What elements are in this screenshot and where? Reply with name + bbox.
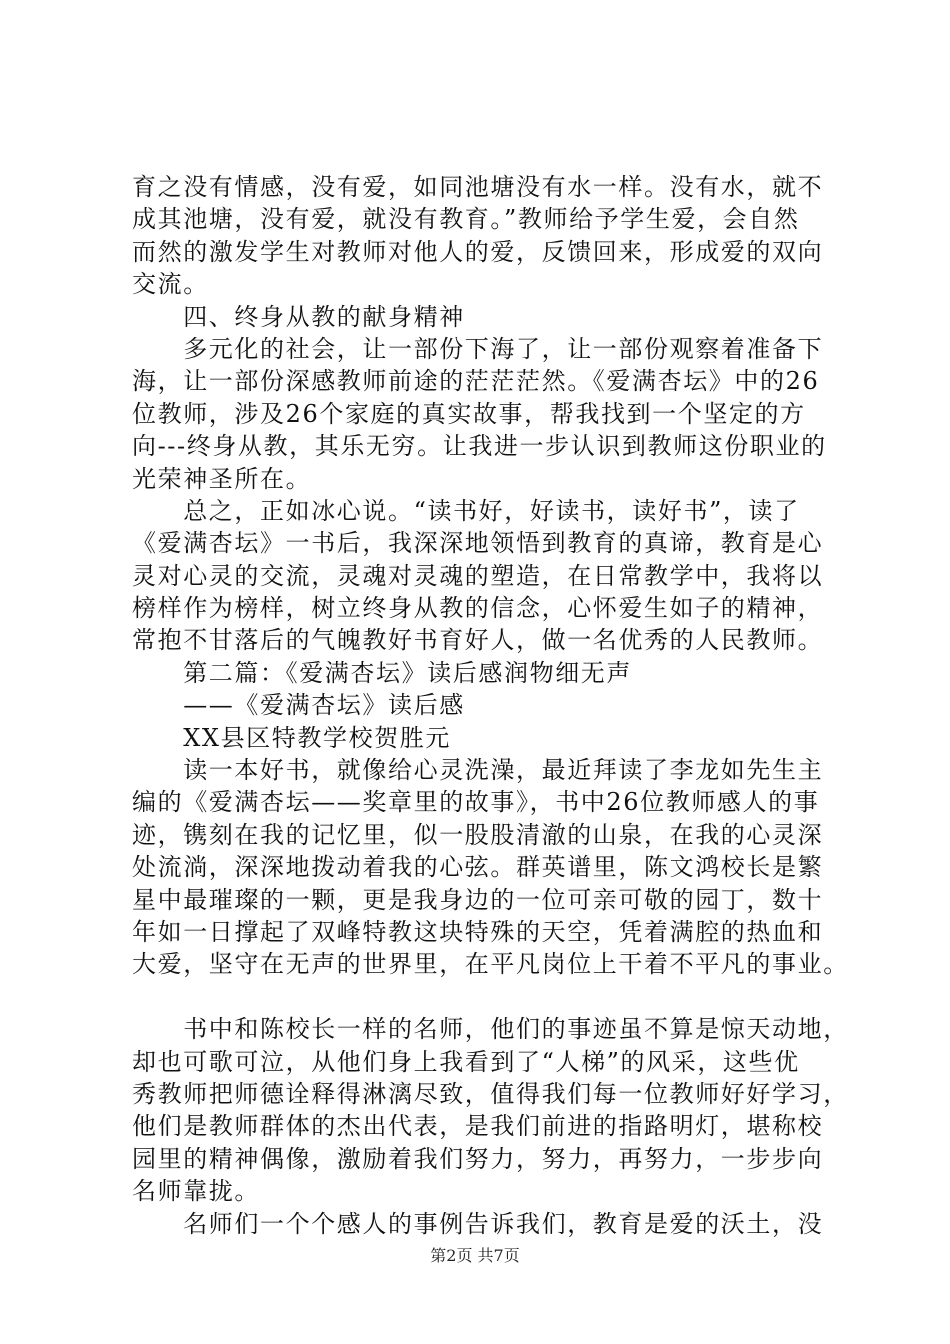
text-line: 海，让一部份深感教师前途的茫茫茫然。《爱满杏坛》中的26 <box>132 367 820 396</box>
text-line: 处流淌，深深地拨动着我的心弦。群英谱里，陈文鸿校长是繁 <box>132 853 824 882</box>
text-line: 育之没有情感，没有爱，如同池塘没有水一样。没有水，就不 <box>132 173 824 201</box>
text-line: 他们是教师群体的杰出代表，是我们前进的指路明灯，堪称校 <box>132 1112 824 1141</box>
text-line: 名师靠拢。 <box>132 1177 260 1206</box>
page-number-footer: 第2页 共7页 <box>430 1246 520 1265</box>
text-line: 位教师，涉及26个家庭的真实故事，帮我找到一个坚定的方 <box>132 399 806 428</box>
text-line: 编的《爱满杏坛——奖章里的故事》，书中26位教师感人的事 <box>132 788 820 817</box>
text-line: 读一本好书，就像给心灵洗澡，最近拜读了李龙如先生主 <box>132 756 824 785</box>
text-line: 年如一日撑起了双峰特教这块特殊的天空，凭着满腔的热血和 <box>132 917 824 946</box>
article-title: 第二篇：《爱满杏坛》读后感润物细无声 <box>132 658 632 687</box>
article-author: XX县区特教学校贺胜元 <box>132 723 451 752</box>
text-line: 《爱满杏坛》一书后，我深深地领悟到教育的真谛，教育是心 <box>132 529 824 558</box>
text-line: 书中和陈校长一样的名师，他们的事迹虽不算是惊天动地， <box>132 1015 849 1044</box>
text-line: 光荣神圣所在。 <box>132 464 312 493</box>
text-line: 成其池塘，没有爱，就没有教育。”教师给予学生爱，会自然 <box>132 205 800 234</box>
text-line: 秀教师把师德诠释得淋漓尽致，值得我们每一位教师好好学习， <box>132 1079 849 1108</box>
section-heading: 四、终身从教的献身精神 <box>132 302 465 331</box>
text-line: 迹，镌刻在我的记忆里，似一股股清澈的山泉，在我的心灵深 <box>132 820 824 849</box>
text-line: 星中最璀璨的一颗，更是我身边的一位可亲可敬的园丁，数十 <box>132 885 824 914</box>
text-line: 而然的激发学生对教师对他人的爱，反馈回来，形成爱的双向 <box>132 237 824 266</box>
text-line: 向---终身从教，其乐无穷。让我进一步认识到教师这份职业的 <box>132 432 827 461</box>
body-text <box>132 171 849 1240</box>
article-subtitle: ——《爱满杏坛》读后感 <box>132 691 465 720</box>
text-line: 大爱，坚守在无声的世界里，在平凡岗位上干着不平凡的事业。 <box>132 950 849 979</box>
text-line: 灵对心灵的交流，灵魂对灵魂的塑造，在日常教学中，我将以 <box>132 561 824 590</box>
text-line: 园里的精神偶像，激励着我们努力，努力，再努力，一步步向 <box>132 1144 824 1173</box>
text-line: 常抱不甘落后的气魄教好书育好人，做一名优秀的人民教师。 <box>132 626 824 655</box>
text-line: 多元化的社会，让一部份下海了，让一部份观察着准备下 <box>132 334 824 363</box>
text-line: 榜样作为榜样，树立终身从教的信念，心怀爱生如子的精神， <box>132 594 824 623</box>
text-line: 却也可歌可泣，从他们身上我看到了“人梯”的风采，这些优 <box>132 1047 800 1076</box>
text-line: 名师们一个个感人的事例告诉我们，教育是爱的沃土，没 <box>132 1209 824 1238</box>
text-line: 总之，正如冰心说。“读书好，好读书，读好书”，读了 <box>132 496 800 525</box>
text-line: 交流。 <box>132 270 209 299</box>
